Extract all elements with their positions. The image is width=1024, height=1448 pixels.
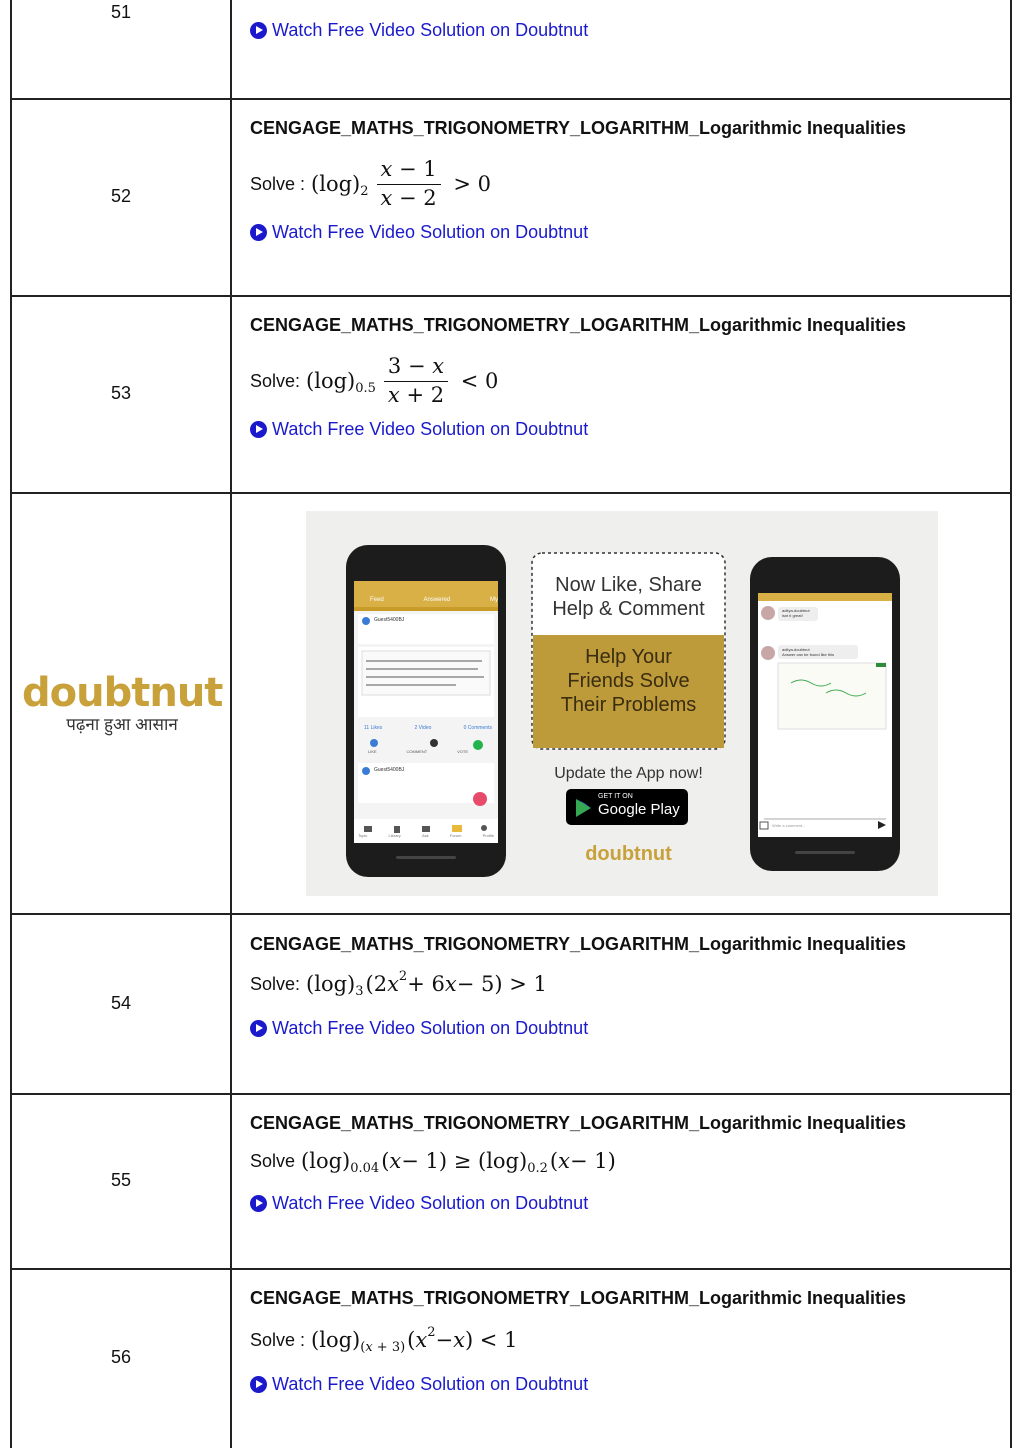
watch-video-link[interactable] — [250, 222, 588, 243]
feed-tab[interactable]: Answered — [423, 597, 451, 603]
question-cell — [250, 114, 1000, 246]
question-title: CENGAGE_MATHS_TRIGONOMETRY_LOGARITHM_Logarithmic Inequalities — [250, 1113, 907, 1133]
doubtnut-brand — [22, 670, 222, 735]
watch-video-link[interactable] — [250, 1374, 588, 1395]
play-icon — [250, 224, 267, 241]
play-icon — [250, 1195, 267, 1212]
math-expression: (log) (x + 3) ( x 2 − x ) < 1 — [311, 1324, 518, 1355]
play-icon — [250, 1376, 267, 1393]
row-divider — [10, 1093, 1012, 1095]
store-small-text: GET IT ON — [598, 793, 633, 800]
question-cell — [250, 930, 1000, 1042]
question-label: Solve : — [250, 173, 306, 194]
update-app-text: Update the App now! — [554, 765, 703, 782]
promo-sub-line: Help Your — [585, 646, 672, 668]
play-icon — [250, 421, 267, 438]
row-divider — [10, 295, 1012, 297]
feed-user: Guest5400BJ — [374, 617, 405, 623]
nav-item[interactable]: Ask — [421, 833, 429, 838]
watch-video-label: Watch Free Video Solution on Doubtnut — [272, 20, 589, 40]
row-divider — [10, 1268, 1012, 1270]
watch-video-label: Watch Free Video Solution on Doubtnut — [272, 1018, 589, 1038]
question-text — [250, 964, 1000, 1004]
watch-video-link[interactable] — [250, 1018, 588, 1039]
watch-video-label: Watch Free Video Solution on Doubtnut — [272, 1374, 589, 1394]
question-number: 52 — [110, 186, 132, 206]
question-title: CENGAGE_MATHS_TRIGONOMETRY_LOGARITHM_Logarithmic Inequalities — [250, 315, 907, 335]
chat-message — [782, 647, 834, 657]
feed-tab[interactable]: My — [490, 597, 498, 603]
store-big-text[interactable]: Google Play — [598, 801, 680, 818]
math-expression: (log) 0.5 $\frac{3 - x}{x + 2}$ < 0 — [306, 354, 499, 407]
promo-headline-line: Now Like, Share — [555, 574, 702, 596]
math-expression: (log) 0.04 ( x − 1) ≥ (log) 0.2 ( x − 1) — [301, 1149, 616, 1176]
question-cell — [250, 1284, 1000, 1398]
question-cell — [250, 1109, 1000, 1217]
chat-text: Answer can be found like this — [782, 652, 835, 657]
question-cell — [250, 20, 1000, 44]
question-number: 54 — [110, 993, 132, 1013]
promo-sub-line: Friends Solve — [567, 670, 690, 692]
column-divider — [230, 0, 232, 1448]
question-text — [250, 1318, 1000, 1362]
feed-stat: 0 Comments — [463, 725, 492, 731]
question-title: CENGAGE_MATHS_TRIGONOMETRY_LOGARITHM_Logarithmic Inequalities — [250, 118, 907, 138]
question-title: CENGAGE_MATHS_TRIGONOMETRY_LOGARITHM_Logarithmic Inequalities — [250, 934, 907, 954]
promo-logo: doubtnut — [585, 843, 672, 865]
watch-video-label: Watch Free Video Solution on Doubtnut — [272, 1193, 589, 1213]
doubtnut-logo: doubtnut — [22, 670, 223, 716]
watch-video-link[interactable] — [250, 20, 588, 41]
promo-headline — [532, 573, 725, 621]
question-number: 51 — [110, 2, 132, 22]
bottom-nav — [358, 833, 494, 838]
question-text — [250, 156, 1000, 212]
question-number: 56 — [110, 1347, 132, 1367]
feed-actions — [368, 749, 468, 754]
nav-item[interactable]: Topic — [358, 833, 368, 838]
watch-video-label: Watch Free Video Solution on Doubtnut — [272, 222, 589, 242]
chat-username: aditya-doubtnut — [782, 608, 810, 613]
nav-item[interactable]: Profile — [482, 833, 494, 838]
math-expression: (log) 2 $\frac{x - 1}{x - 2}$ > 0 — [311, 157, 491, 210]
play-icon — [250, 22, 267, 39]
nav-item[interactable]: Library — [388, 833, 401, 838]
app-promo-banner[interactable] — [306, 511, 938, 896]
feed-tab[interactable]: Feed — [370, 597, 384, 603]
question-label: Solve: — [250, 370, 301, 391]
question-cell — [250, 311, 1000, 443]
feed-stat: 2 Video — [414, 725, 432, 731]
row-divider — [10, 913, 1012, 915]
watch-video-link[interactable] — [250, 419, 588, 440]
doubtnut-tagline: पढ़ना हुआ आसान — [66, 715, 178, 734]
feed-tabs — [370, 597, 498, 603]
feed-action[interactable]: VOTE — [457, 749, 468, 754]
promo-subheadline — [532, 645, 725, 717]
nav-item[interactable]: Forum — [449, 833, 462, 838]
feed-stat: 11 Likes — [364, 725, 383, 731]
promo-headline-line: Help & Comment — [552, 598, 705, 620]
feed-user: Guest5400BJ — [374, 767, 405, 773]
question-label: Solve : — [250, 1329, 306, 1350]
chat-input[interactable]: Write a comment... — [772, 823, 806, 828]
play-icon — [250, 1020, 267, 1037]
math-expression: (log) 3 (2 x 2 + 6 x − 5) > 1 — [306, 968, 547, 999]
chat-username: aditya-doubtnut — [782, 647, 810, 652]
question-label: Solve — [250, 1150, 296, 1171]
watch-video-link[interactable] — [250, 1193, 588, 1214]
row-divider — [10, 492, 1012, 494]
question-text — [250, 353, 1000, 409]
chat-text: isnt it great! — [782, 613, 803, 618]
feed-action[interactable]: COMMENT — [406, 749, 428, 754]
question-number: 55 — [110, 1170, 132, 1190]
feed-stats — [364, 725, 492, 731]
question-label: Solve: — [250, 973, 301, 994]
question-number: 53 — [110, 383, 132, 403]
watch-video-label: Watch Free Video Solution on Doubtnut — [272, 419, 589, 439]
row-divider — [10, 98, 1012, 100]
chat-message — [782, 608, 810, 618]
feed-action[interactable]: LIKE — [368, 749, 377, 754]
promo-sub-line: Their Problems — [560, 694, 697, 716]
question-title: CENGAGE_MATHS_TRIGONOMETRY_LOGARITHM_Logarithmic Inequalities — [250, 1288, 907, 1308]
question-text — [250, 1141, 1000, 1181]
